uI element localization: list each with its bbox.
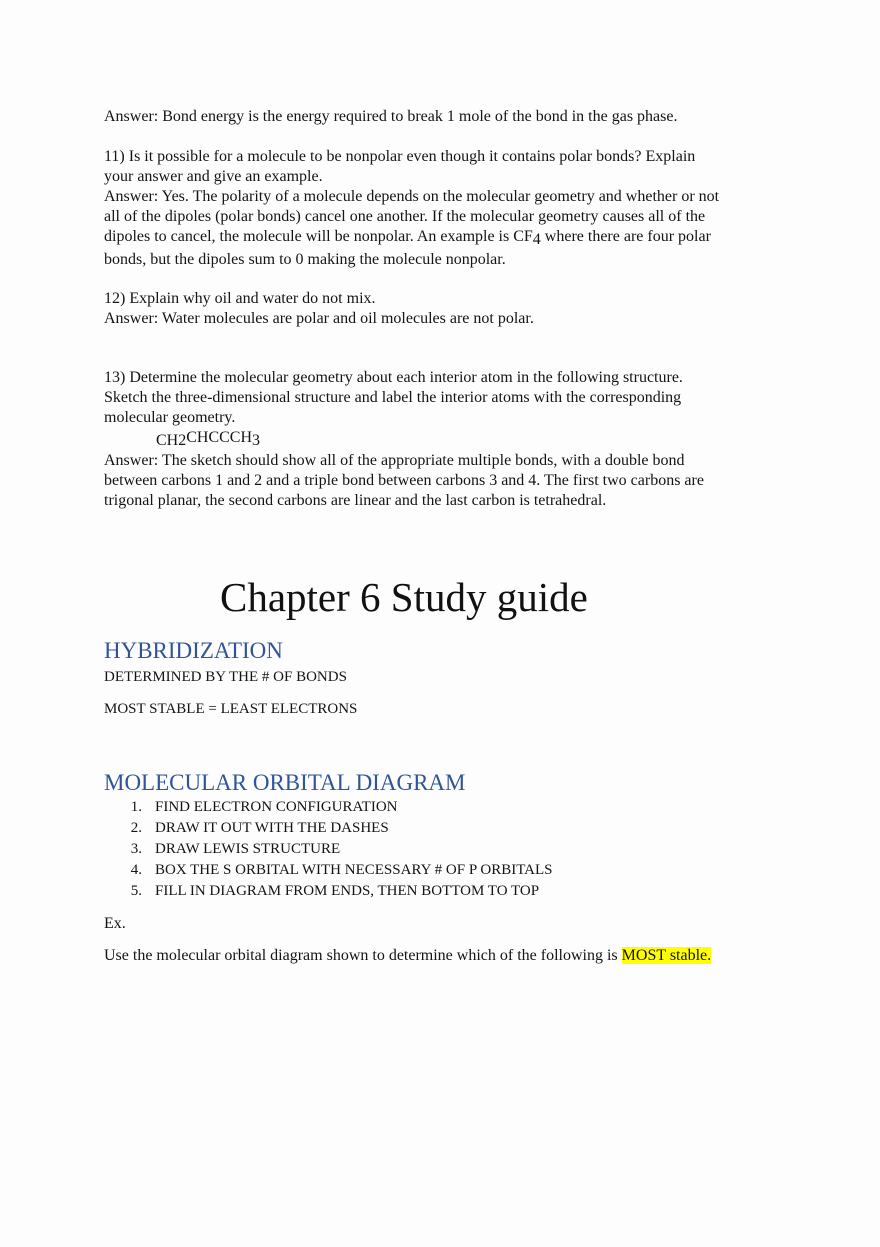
- q11-answer-line-3: [104, 227, 711, 247]
- q11-answer-line-4: bonds, but the dipoles sum to 0 making the molecule nonpolar.: [104, 251, 506, 268]
- list-item-text: BOX THE S ORBITAL WITH NECESSARY # OF P ORBITALS: [155, 862, 553, 878]
- mo-diagram-heading: MOLECULAR ORBITAL DIAGRAM: [104, 770, 466, 795]
- list-item-text: FILL IN DIAGRAM FROM ENDS, THEN BOTTOM TO TOP: [155, 883, 540, 899]
- highlighted-text: MOST stable.: [621, 947, 712, 964]
- q13-question-line-1: 13) Determine the molecular geometry about each interior atom in the following structure.: [104, 369, 683, 386]
- list-item-number: 3.: [130, 841, 142, 857]
- q13-question-line-2: Sketch the three-dimensional structure and label the interior atoms with the corresponding: [104, 389, 682, 406]
- q12-question: 12) Explain why oil and water do not mix.: [104, 290, 376, 307]
- q11-answer-line-2: all of the dipoles (polar bonds) cancel one another. If the molecular geometry causes all of the: [104, 208, 706, 225]
- example-label: Ex.: [104, 915, 126, 932]
- q13-answer-line-1: Answer: The sketch should show all of the appropriate multiple bonds, with a double bond: [104, 452, 685, 469]
- cf4-subscript: 4: [532, 231, 541, 248]
- formula-sub-a: 2: [178, 432, 187, 449]
- q11-answer-line-3-tail: where there are four polar: [540, 228, 711, 245]
- q13-question-line-3: molecular geometry.: [104, 409, 236, 426]
- q11-answer-line-1: Answer: Yes. The polarity of a molecule depends on the molecular geometry and whether or not: [104, 188, 720, 205]
- list-item-number: 2.: [130, 820, 142, 836]
- list-item-text: DRAW IT OUT WITH THE DASHES: [155, 820, 389, 836]
- q13-answer-line-2: between carbons 1 and 2 and a triple bond between carbons 3 and 4. The first two carbons are: [104, 472, 704, 489]
- hybridization-line-1: DETERMINED BY THE # OF BONDS: [104, 669, 347, 685]
- q10-answer: Answer: Bond energy is the energy required to break 1 mole of the bond in the gas phase.: [104, 108, 678, 125]
- example-prompt: [104, 946, 711, 966]
- q11-question-line-1: 11) Is it possible for a molecule to be nonpolar even though it contains polar bonds? Explain: [104, 148, 696, 165]
- page-title: Chapter 6 Study guide: [220, 574, 588, 620]
- list-item-text: DRAW LEWIS STRUCTURE: [155, 841, 341, 857]
- q11-question-line-2: your answer and give an example.: [104, 168, 323, 185]
- list-item-number: 5.: [130, 883, 142, 899]
- example-prompt-text: Use the molecular orbital diagram shown to determine which of the following is: [104, 947, 622, 964]
- q12-answer: Answer: Water molecules are polar and oil molecules are not polar.: [104, 310, 534, 327]
- q13-answer-line-3: trigonal planar, the second carbons are linear and the last carbon is tetrahedral.: [104, 492, 607, 509]
- list-item-number: 4.: [130, 862, 142, 878]
- list-item-text: FIND ELECTRON CONFIGURATION: [155, 799, 398, 815]
- hybridization-heading: HYBRIDIZATION: [104, 638, 283, 663]
- hybridization-line-2: MOST STABLE = LEAST ELECTRONS: [104, 701, 358, 717]
- q11-answer-line-3-text: dipoles to cancel, the molecule will be nonpolar. An example is CF: [104, 228, 533, 245]
- formula-part-b: CHCCCH: [186, 429, 253, 446]
- list-item-number: 1.: [130, 799, 142, 815]
- formula-part-a: CH: [156, 432, 179, 449]
- formula-sub-b: 3: [252, 432, 261, 449]
- chemical-formula: [156, 428, 260, 448]
